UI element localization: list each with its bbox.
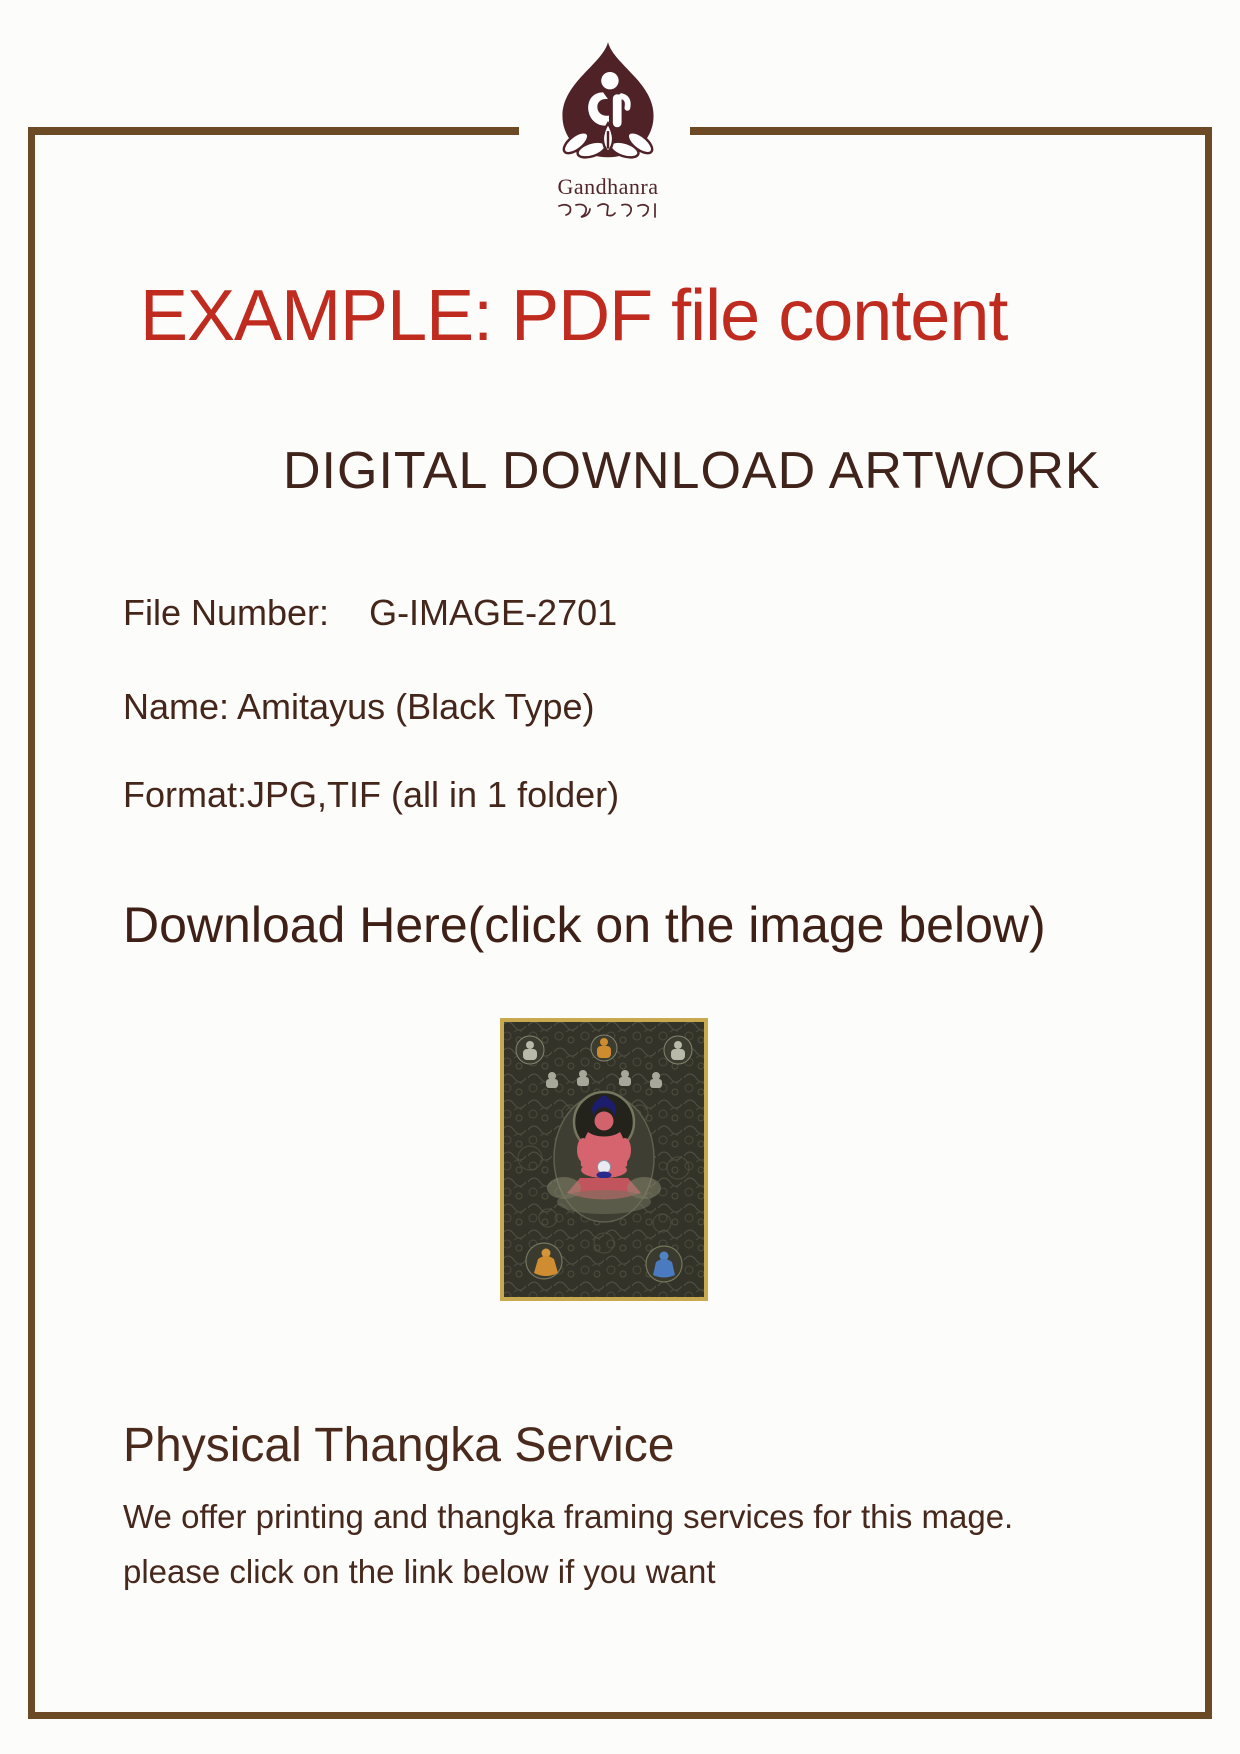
thangka-download-image[interactable] (500, 1018, 708, 1301)
service-line-1: We offer printing and thangka framing services for this mage. (123, 1498, 1014, 1535)
file-number-value: G-IMAGE-2701 (369, 592, 618, 633)
service-description (123, 1489, 1023, 1599)
thangka-artwork-icon (500, 1018, 708, 1301)
brand-name: Gandhanra (557, 174, 659, 199)
subtitle: DIGITAL DOWNLOAD ARTWORK (283, 442, 1101, 500)
service-line-2: please click on the link below if you want (123, 1553, 716, 1590)
file-number-line (123, 592, 617, 634)
download-heading: Download Here(click on the image below) (123, 897, 1046, 953)
top-border-right-segment (690, 127, 1212, 135)
lotus-drop-icon (553, 153, 663, 170)
artwork-name-line: Name: Amitayus (Black Type) (123, 686, 595, 727)
service-heading: Physical Thangka Service (123, 1419, 675, 1472)
format-line: Format:JPG,TIF (all in 1 folder) (123, 774, 620, 815)
file-number-label: File Number: (123, 592, 330, 633)
page-title: EXAMPLE: PDF file content (140, 276, 1008, 356)
brand-logo (543, 40, 673, 220)
top-border-left-segment (28, 127, 519, 135)
tibetan-script-text (543, 202, 673, 220)
